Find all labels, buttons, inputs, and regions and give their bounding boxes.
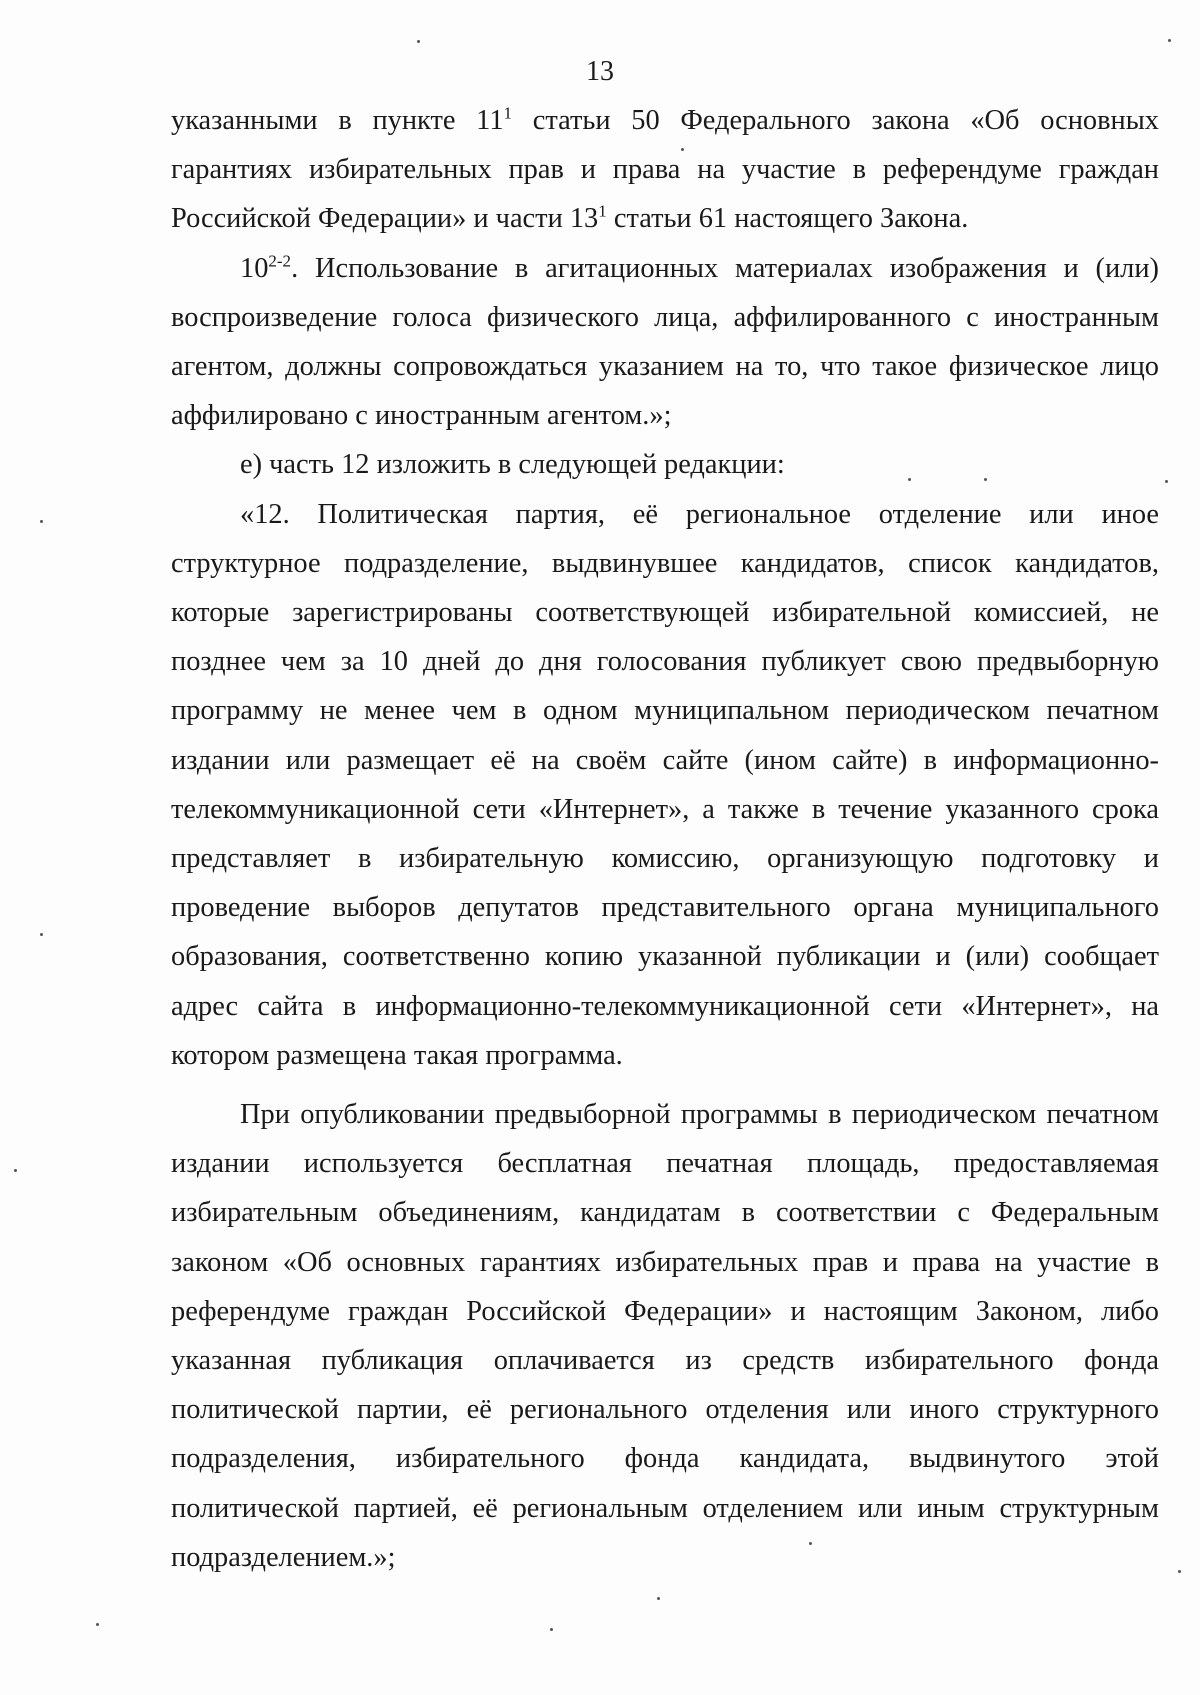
text-run: указанными в пункте 11 (171, 105, 504, 136)
paragraph (171, 244, 1159, 441)
text-run: При опубликовании предвыборной программы в периодическом печатном издании используется бесплатная печатная площадь, предоставляемая избирательным объединениям, кандидатам в соответствии с Федеральным законом «Об основных гарантиях избирательных прав и права на участие в референдуме граждан Российской Федерации» и настоящим Законом, либо указанная публикация оплачивается из средств избирательного фонда политической партии, её регионального отделения или иного структурного подразделения, избирательного фонда кандидата, выдвинутого этой политической партией, её региональным отделением или иным структурным подразделением.»; (171, 1099, 1159, 1573)
scan-speck (40, 933, 43, 936)
scan-speck (681, 148, 684, 151)
text-run: «12. Политическая партия, её региональное отделение или иное структурное подразделение, выдвинувшее кандидатов, список кандидатов, которые зарегистрированы соответствующей избирательной комиссией, не позднее чем за 10 дней до дня голосования публикует свою предвыборную программу не менее чем в одном муниципальном периодическом печатном издании или размещает её на своём сайте (ином сайте) в информационно-телекоммуникационной сети «Интернет», а также в течение указанного срока представляет в избирательную комиссию, организующую подготовку и проведение выборов депутатов представительного органа муниципального образования, соответственно копию указанной публикации и (или) сообщает адрес сайта в информационно-телекоммуникационной сети «Интернет», на котором размещена такая программа. (171, 498, 1159, 1071)
paragraph (171, 440, 1159, 489)
text-run: е) часть 12 изложить в следующей редакции: (240, 449, 785, 481)
superscript: 1 (598, 201, 607, 221)
document-body (171, 96, 1159, 1582)
scan-speck (1165, 480, 1168, 483)
superscript: 2-2 (268, 251, 292, 271)
text-run: статьи 50 Федерального закона «Об основных гарантиях избирательных прав и права на участие в референдуме граждан Российской Федерации» и части 13 (171, 105, 1159, 235)
scan-speck (14, 1169, 17, 1172)
superscript: 1 (503, 103, 513, 123)
scan-speck (417, 40, 420, 43)
scan-speck (908, 478, 911, 481)
scan-speck (657, 1597, 660, 1600)
text-run: статьи 61 настоящего Закона. (606, 203, 969, 235)
text-run: 10 (240, 252, 269, 284)
paragraph (171, 1090, 1159, 1582)
scan-speck (984, 478, 987, 481)
text-run: . Использование в агитационных материалах изображения и (или) воспроизведение голоса физического лица, аффилированного с иностранным агентом, должны сопровождаться указанием на то, что такое физическое лицо аффилировано с иностранным агентом.»; (171, 252, 1159, 432)
paragraph (171, 96, 1159, 244)
page-number: 13 (586, 56, 614, 87)
scan-speck (96, 1623, 99, 1626)
scan-speck (1168, 39, 1171, 42)
scan-speck (1178, 1570, 1181, 1573)
scan-speck (550, 1628, 553, 1631)
scan-speck (40, 520, 43, 523)
scan-speck (809, 1542, 812, 1545)
paragraph (171, 490, 1159, 1080)
